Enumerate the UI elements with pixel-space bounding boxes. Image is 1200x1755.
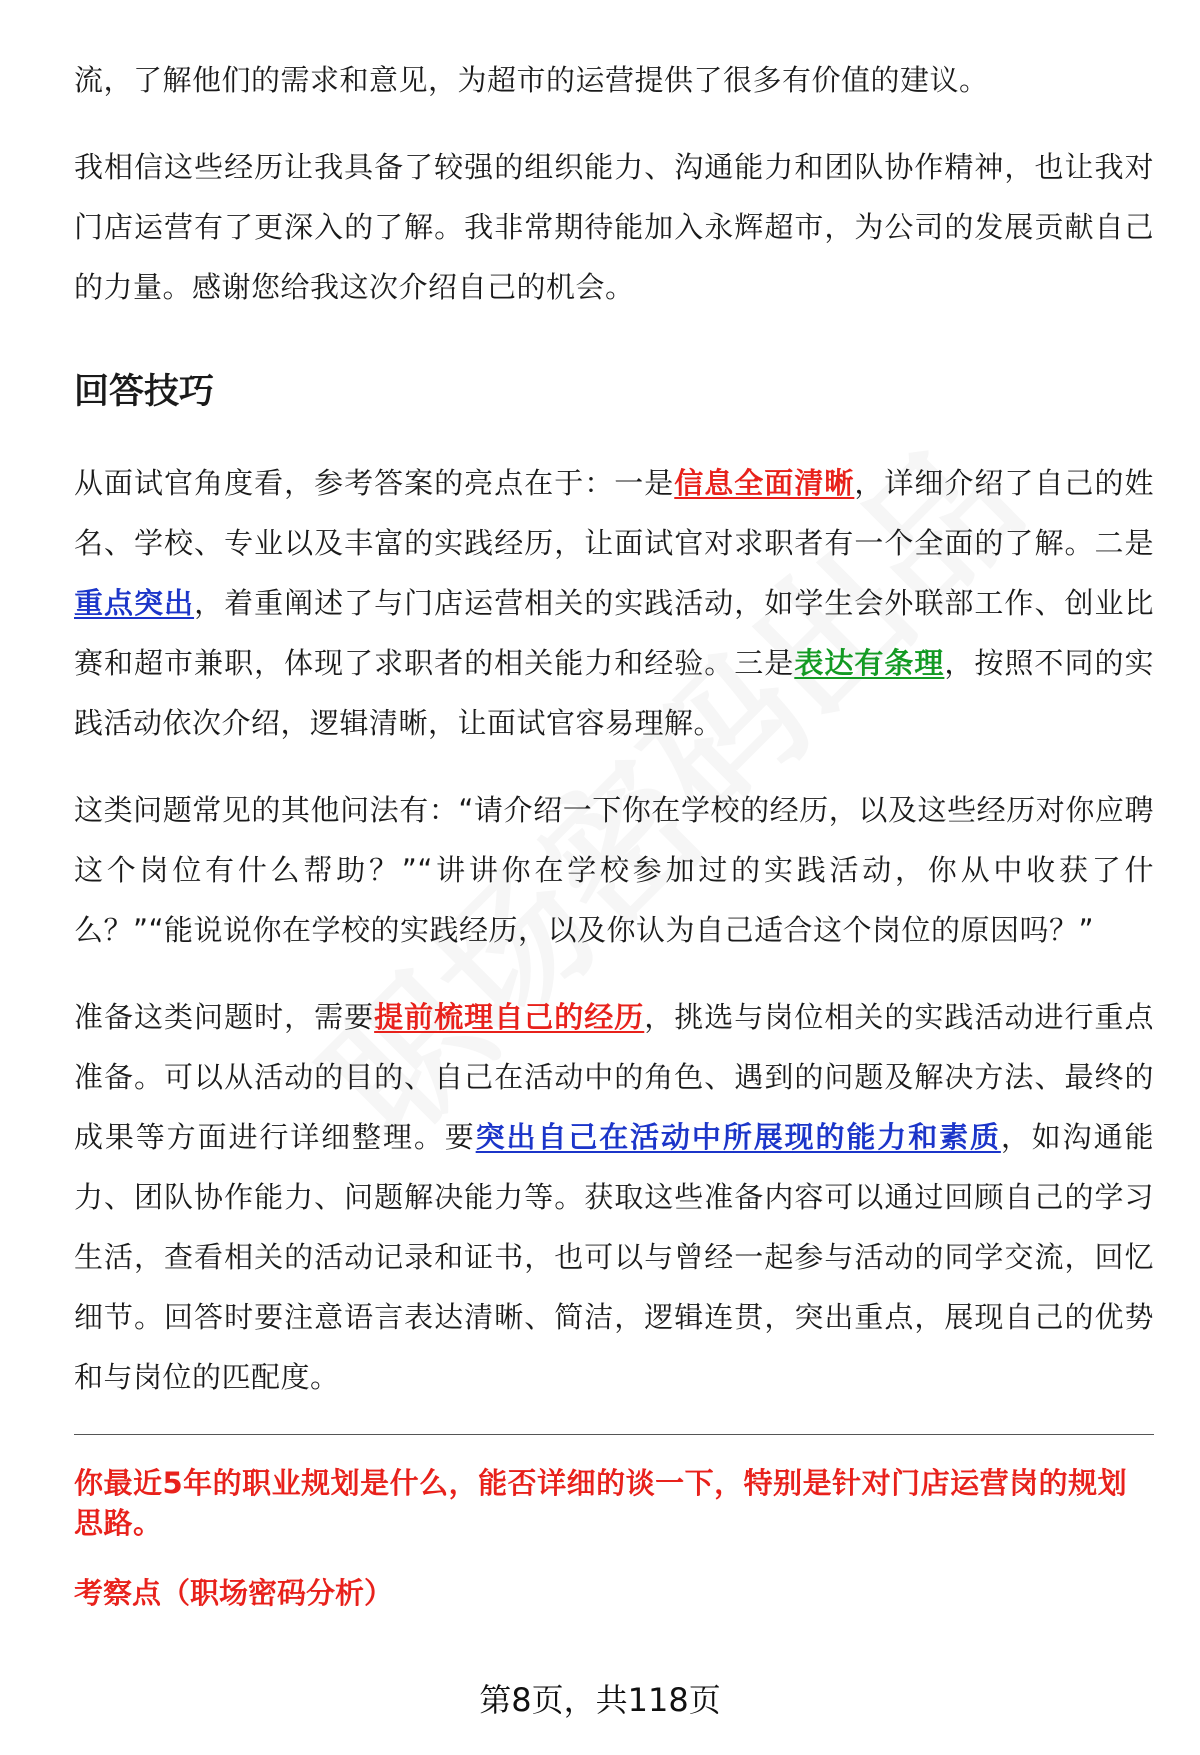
section-divider <box>74 1434 1154 1435</box>
text-segment: ，详细介绍了自己的姓名、学校、专业以及丰富的实践经历，让面试官对求职者有一个全面的了解。二是 <box>74 466 1154 560</box>
intro-paragraph-1: 流，了解他们的需求和意见，为超市的运营提供了很多有价值的建议。 <box>74 63 989 97</box>
highlight-key-points: 重点突出 <box>74 586 195 620</box>
next-question-subheading: 考察点（职场密码分析） <box>74 1576 394 1610</box>
tips-paragraph-3 <box>74 987 1154 1407</box>
text-segment: 准备这类问题时，需要 <box>74 1000 375 1034</box>
text-segment: 从面试官角度看，参考答案的亮点在于：一是 <box>74 466 675 500</box>
highlight-sort-experience: 提前梳理自己的经历 <box>374 1000 645 1034</box>
text-segment: ，如沟通能力、团队协作能力、问题解决能力等。获取这些准备内容可以通过回顾自己的学习生活，查看相关的活动记录和证书，也可以与曾经一起参与活动的同学交流，回忆细节。回答时要注意语言表达清晰、简洁，逻辑连贯，突出重点，展现自己的优势和与岗位的匹配度。 <box>74 1120 1154 1394</box>
intro-paragraph-2: 我相信这些经历让我具备了较强的组织能力、沟通能力和团队协作精神，也让我对门店运营有了更深入的了解。我非常期待能加入永辉超市，为公司的发展贡献自己的力量。感谢您给我这次介绍自己的机会。 <box>74 150 1154 304</box>
section-heading-tips: 回答技巧 <box>74 372 215 412</box>
text-segment: ，按照不同的实践活动依次介绍，逻辑清晰，让面试官容易理解。 <box>74 646 1154 740</box>
text-segment: ，挑选与岗位相关的实践活动进行重点准备。可以从活动的目的、自己在活动中的角色、遇到的问题及解决方法、最终的成果等方面进行详细整理。要 <box>74 1000 1154 1154</box>
highlight-organized-expression: 表达有条理 <box>794 646 945 680</box>
tips-paragraph-1 <box>74 453 1154 753</box>
tips-paragraph-2: 这类问题常见的其他问法有：“请介绍一下你在学校的经历，以及这些经历对你应聘这个岗位有什么帮助？”“讲讲你在学校参加过的实践活动，你从中收获了什么？”“能说说你在学校的实践经历，以及你认为自己适合这个岗位的原因吗？” <box>74 793 1154 947</box>
highlight-info-comprehensive: 信息全面清晰 <box>674 466 855 500</box>
next-question-title: 你最近5年的职业规划是什么，能否详细的谈一下，特别是针对门店运营岗的规划思路。 <box>74 1466 1128 1540</box>
text-segment: ，着重阐述了与门店运营相关的实践活动，如学生会外联部工作、创业比赛和超市兼职，体现了求职者的相关能力和经验。三是 <box>74 586 1154 680</box>
highlight-show-abilities: 突出自己在活动中所展现的能力和素质 <box>475 1120 1001 1154</box>
page-number-footer: 第8页，共118页 <box>479 1681 721 1719</box>
document-page <box>74 50 1154 1613</box>
